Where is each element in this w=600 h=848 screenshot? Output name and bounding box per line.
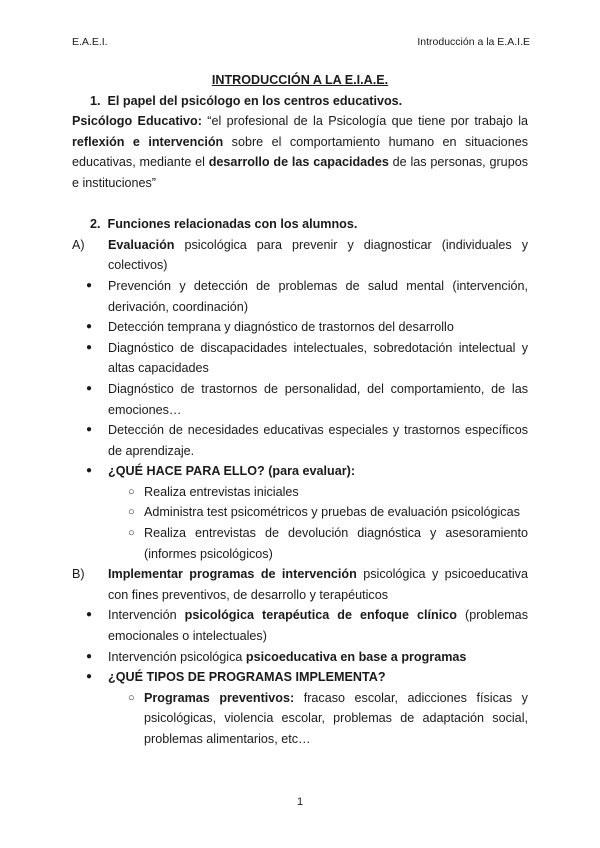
bullet-icon: ● [86, 609, 93, 621]
list-item [72, 379, 528, 420]
bullet-icon: ● [86, 650, 93, 662]
circle-bullet-icon: ○ [128, 485, 135, 498]
bullet-icon: ● [86, 279, 93, 291]
section-2-title: Funciones relacionadas con los alumnos. [107, 217, 358, 232]
circle-bullet-icon: ○ [128, 527, 135, 540]
sub-list-item-text: fracaso escolar, adicciones físicas y psicológicas, violencia escolar, problemas de adaptación social, problemas alimentarios, etc… [144, 690, 528, 746]
header-left: E.A.E.I. [72, 36, 108, 48]
sub-list-item [72, 482, 528, 503]
term-psicologo-educativo: Psicólogo Educativo: [72, 114, 202, 129]
list-item-text: Detección de necesidades educativas especiales y trastornos específicos de aprendizaje. [108, 423, 528, 458]
list-item-bold: psicoeducativa en base a programas [245, 649, 467, 664]
list-item-text: Prevención y detección de problemas de salud mental (intervención, derivación, coordinación) [108, 278, 528, 314]
bullet-icon: ● [86, 382, 93, 394]
term-desarrollo: desarrollo de las capacidades [208, 155, 389, 170]
item-b-letter: B) [72, 567, 85, 582]
item-a-evaluacion [72, 235, 528, 276]
definition-text-2: sobre el comportamiento humano en situaciones educativas, mediante el [72, 134, 528, 170]
sub-list-item-text: Realiza entrevistas iniciales [144, 484, 299, 499]
list-item [72, 605, 528, 646]
definition-text-1: “el profesional de la Psicología que tiene por trabajo la [201, 114, 529, 129]
section-2-heading [90, 214, 528, 235]
list-item-bold: psicológica terapéutica de enfoque clínico [184, 608, 457, 623]
section-2-number: 2. [90, 217, 101, 232]
list-item [72, 420, 528, 461]
question-text: ¿QUÉ TIPOS DE PROGRAMAS IMPLEMENTA? [108, 670, 386, 685]
sub-list-item [72, 523, 528, 564]
page-number: 1 [296, 796, 304, 808]
bullet-icon: ● [86, 341, 93, 353]
list-item [72, 317, 528, 338]
header-right: Introducción a la E.A.I.E [417, 36, 530, 48]
bullet-icon: ● [86, 424, 93, 436]
list-item [72, 338, 528, 379]
document-body [72, 70, 528, 750]
list-item-text: Diagnóstico de trastornos de personalidad, del comportamiento, de las emociones… [108, 381, 528, 417]
list-item-text: Detección temprana y diagnóstico de trastornos del desarrollo [108, 320, 454, 335]
list-item-text: Intervención [108, 608, 185, 623]
item-b-bold: Implementar programas de intervención [108, 567, 357, 582]
spacer [72, 194, 528, 215]
sub-list-item [72, 502, 528, 523]
sub-list-item-bold: Programas preventivos: [144, 690, 295, 705]
document-title: INTRODUCCIÓN A LA E.I.A.E. [211, 73, 389, 87]
question-text: ¿QUÉ HACE PARA ELLO? (para evaluar): [108, 464, 356, 479]
question-evaluar [72, 461, 528, 482]
list-item-text: Intervención psicológica [108, 649, 246, 664]
section-1-heading [90, 91, 528, 112]
sub-list-item-text: Administra test psicométricos y pruebas de evaluación psicológicas [144, 505, 520, 520]
item-a-letter: A) [72, 237, 85, 252]
bullet-icon: ● [86, 671, 93, 683]
item-b-programas [72, 564, 528, 605]
question-programas [72, 667, 528, 688]
sub-list-item-text: Realiza entrevistas de devolución diagnóstica y asesoramiento (informes psicológicos) [144, 526, 528, 561]
definition-paragraph [72, 111, 528, 193]
term-reflexion: reflexión e intervención [72, 134, 224, 149]
sub-list-item [72, 688, 528, 750]
list-item [72, 276, 528, 317]
list-item [72, 647, 528, 668]
circle-bullet-icon: ○ [128, 506, 135, 519]
definition-text-3: de las personas, grupos e instituciones” [72, 155, 528, 190]
bullet-icon: ● [86, 465, 93, 477]
bullet-icon: ● [86, 321, 93, 333]
list-item-text: Diagnóstico de discapacidades intelectuales, sobredotación intelectual y altas capacidades [108, 340, 528, 376]
item-b-text: psicológica y psicoeducativa con fines preventivos, de desarrollo y terapéuticos [108, 567, 528, 602]
item-a-text: psicológica para prevenir y diagnosticar (individuales y colectivos) [108, 237, 528, 273]
circle-bullet-icon: ○ [128, 691, 135, 704]
section-1-title: El papel del psicólogo en los centros educativos. [107, 93, 403, 108]
list-item-text: (problemas emocionales o intelectuales) [108, 608, 528, 644]
section-1-number: 1. [90, 93, 101, 108]
item-a-bold: Evaluación [108, 237, 175, 252]
